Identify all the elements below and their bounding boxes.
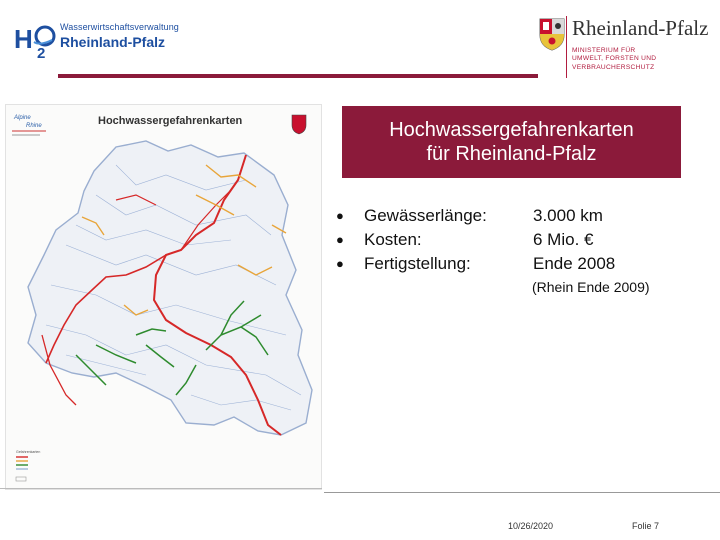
flood-hazard-map-image [5,104,322,490]
bullet-icon: ● [336,232,344,247]
state-outline [28,141,312,435]
footer-date: 10/26/2020 [508,521,554,531]
slide-title-line1: Hochwassergefahrenkarten [389,119,634,141]
svg-text:Alpine: Alpine [14,115,31,121]
fact-value: 3.000 km [533,206,603,225]
logo-title: Rheinland-Pfalz [60,34,166,50]
footer-slide-number: Folie 7 [632,521,660,531]
fact-label: Kosten: [364,230,422,249]
state-name: Rheinland-Pfalz [572,16,709,40]
map-legend [16,450,40,481]
svg-text:2: 2 [37,45,46,60]
bullet-icon: ● [336,256,344,271]
fact-value: Ende 2008 [533,254,616,273]
slide-title-line2: für Rheinland-Pfalz [426,143,597,165]
map-bottom-rule [0,488,322,489]
ministry-line: UMWELT, FORSTEN UND [572,55,657,63]
svg-text:Rhine: Rhine [26,123,42,129]
ministry-line: VERBRAUCHERSCHUTZ [572,63,655,71]
ministry-name [572,47,656,72]
map-title: Hochwassergefahrenkarten [98,115,243,127]
h2o-logo-text [60,22,179,50]
ministry-line: MINISTERIUM FÜR [572,47,636,54]
svg-text:Gefahrenkarten: Gefahrenkarten [16,450,41,454]
fact-label: Fertigstellung: [364,254,471,273]
bullet-icon: ● [336,208,344,223]
map-crest-icon [292,115,306,134]
h2o-logo-icon [14,20,62,60]
svg-text:H: H [14,24,33,54]
map-corner-logo-icon [12,115,46,135]
coat-of-arms-icon [538,17,566,51]
footer-rule [324,492,720,493]
header-divider [566,16,567,78]
logo-subtitle: Wasserwirtschaftsverwaltung [60,22,179,32]
header-rule [58,74,538,78]
facts-note: (Rhein Ende 2009) [532,279,650,295]
fact-label: Gewässerlänge: [364,206,487,225]
slide-title-box [342,106,681,178]
fact-value: 6 Mio. € [533,230,594,249]
